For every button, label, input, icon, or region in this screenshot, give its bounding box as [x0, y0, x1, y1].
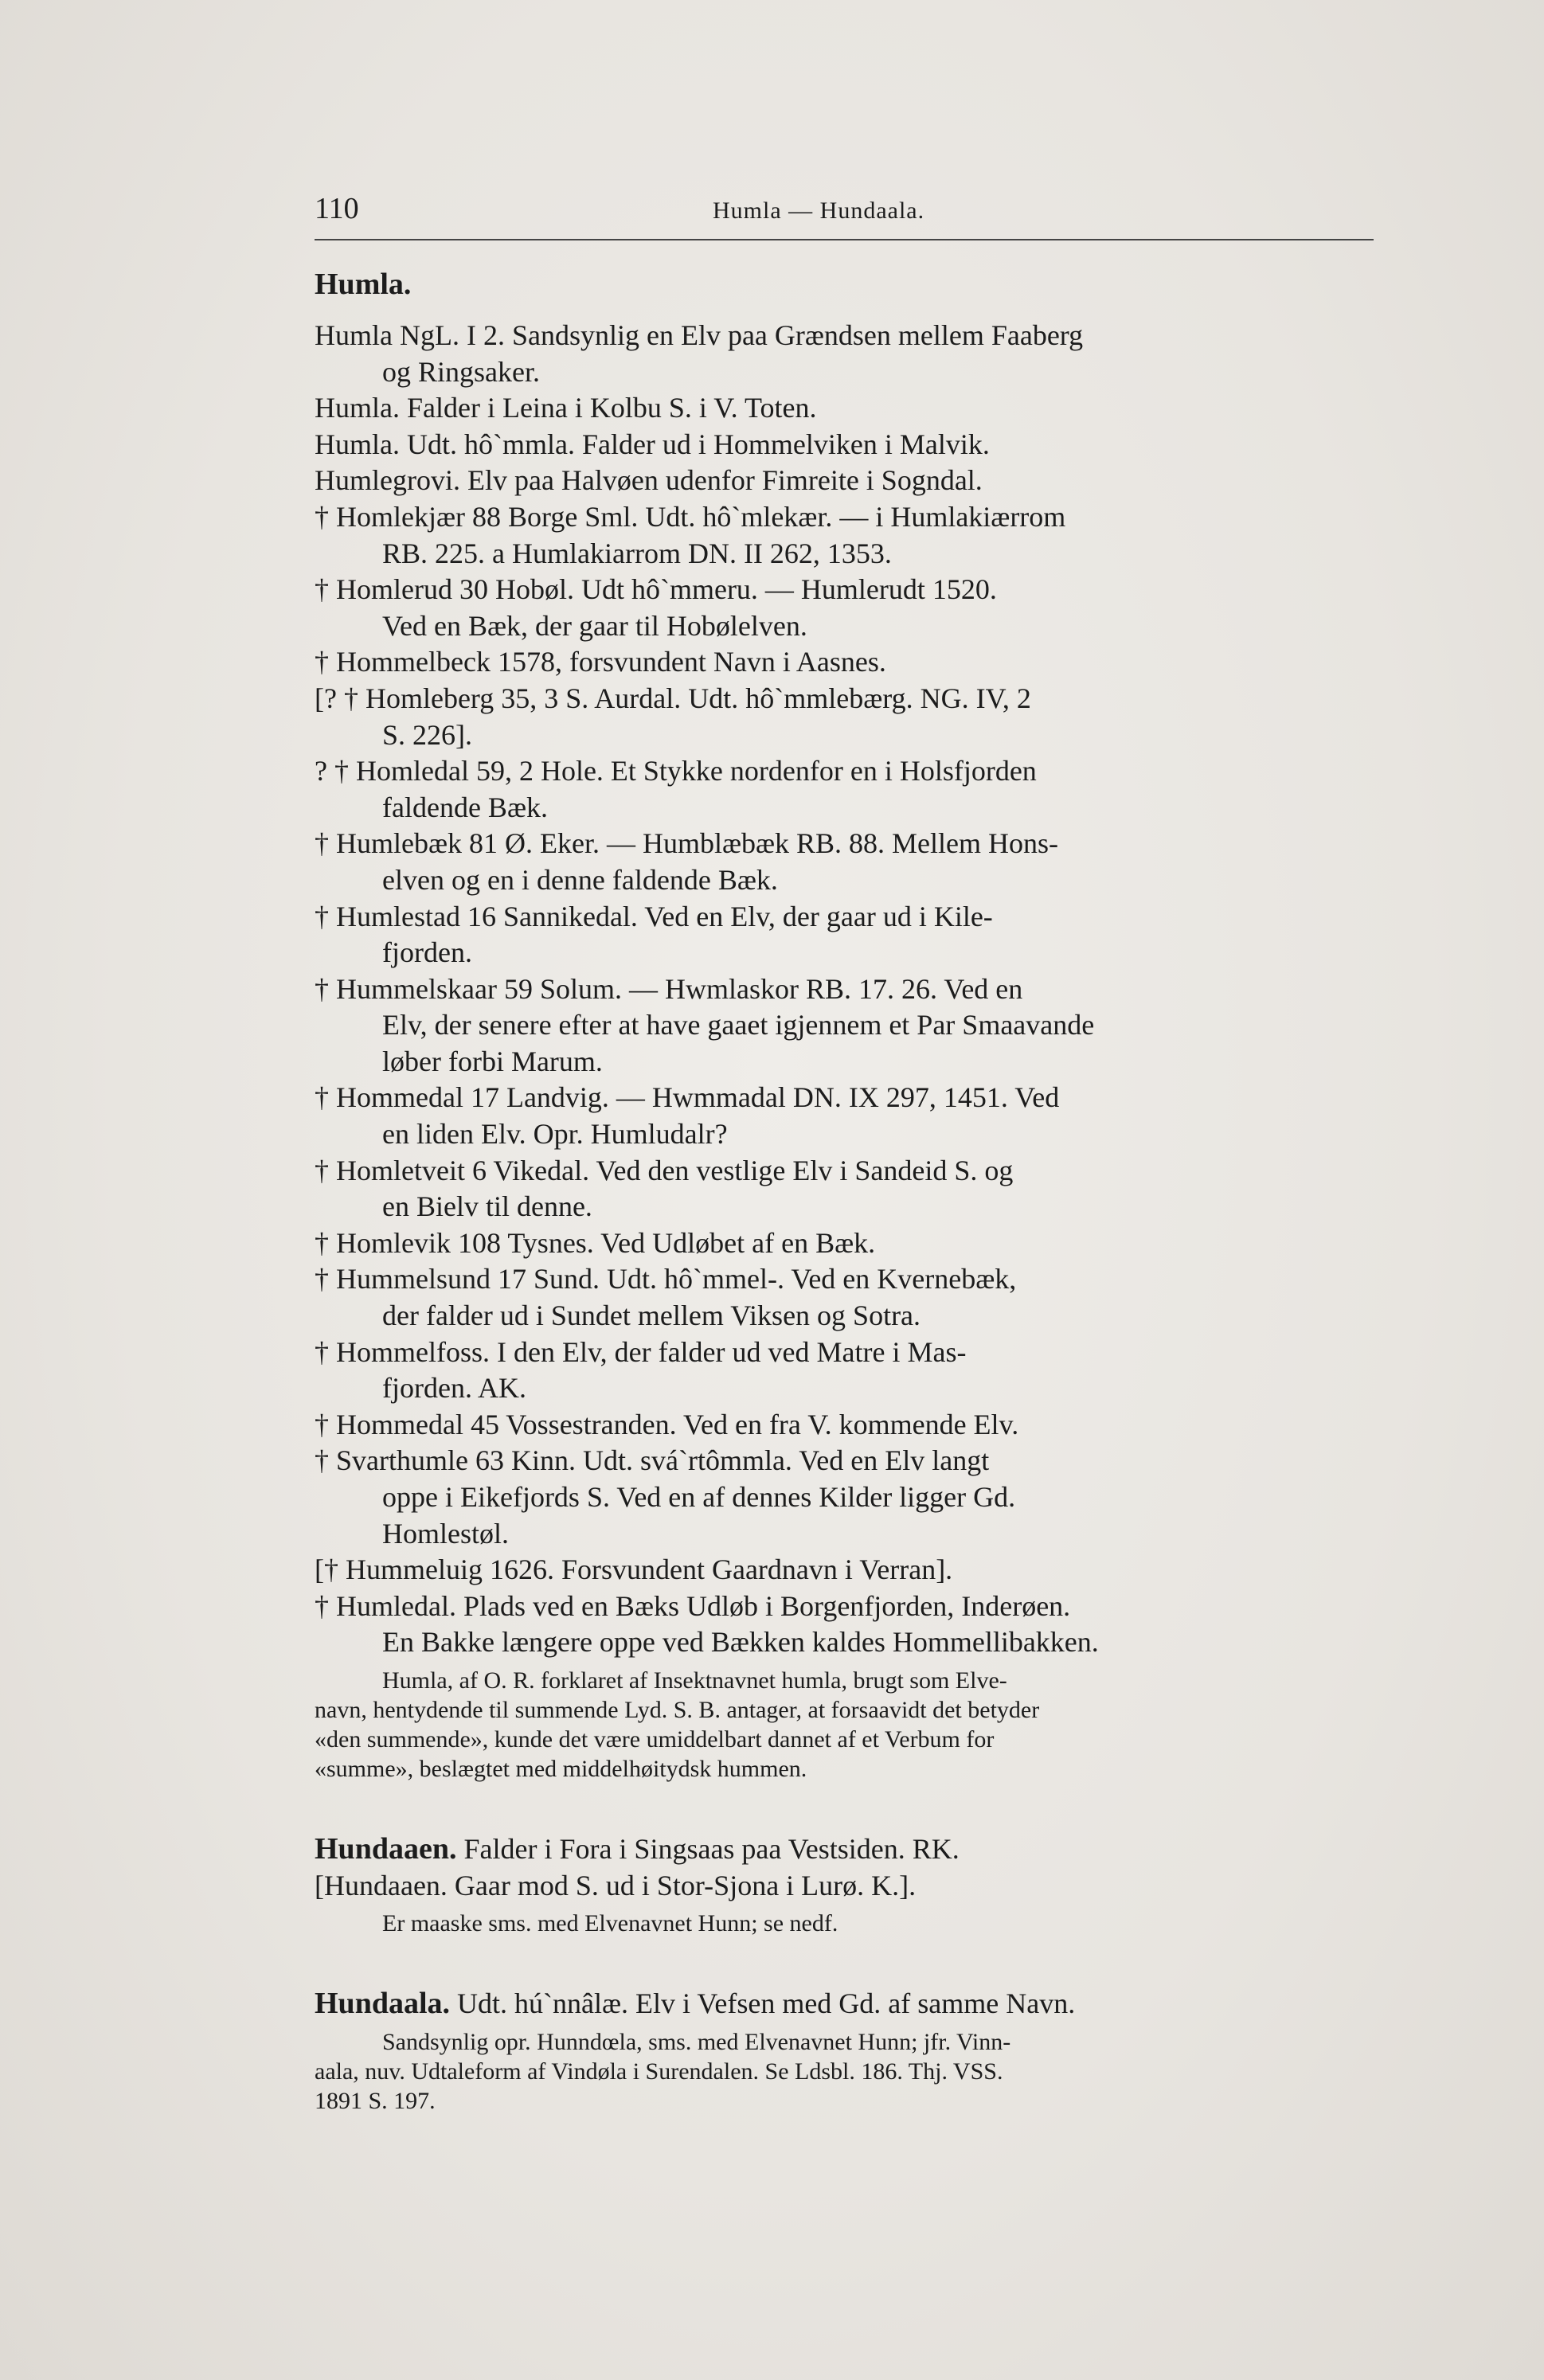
entry-line: Humla. Udt. hô`mmla. Falder ud i Hommelviken i Malvik.: [315, 428, 990, 460]
hundaala-note: [315, 2027, 1374, 2116]
entry-line: ? † Homledal 59, 2 Hole. Et Stykke nordenfor en i Holsfjorden: [315, 755, 1037, 787]
entry-title-hundaaen: Hundaaen.: [315, 1831, 457, 1866]
humla-lines: [315, 318, 1374, 1661]
entry-line: en Bielv til denne.: [382, 1190, 592, 1223]
entry-line: [† Hummeluig 1626. Forsvundent Gaardnavn i Verran].: [315, 1553, 953, 1586]
hundaaen-line2: [Hundaaen. Gaar mod S. ud i Stor-Sjona i Lurø. K.].: [315, 1869, 917, 1901]
entry-line: S. 226].: [382, 718, 473, 751]
entry-line: Humla. Falder i Leina i Kolbu S. i V. Toten.: [315, 392, 817, 424]
hundaaen-heading: [315, 1831, 1374, 1868]
running-head: Humla — Hundaala.: [713, 197, 925, 224]
entry-line: † Hummelsund 17 Sund. Udt. hô`mmel-. Ved en Kvernebæk,: [315, 1263, 1017, 1296]
entry-line: En Bakke længere oppe ved Bækken kaldes Hommellibakken.: [382, 1626, 1099, 1659]
hundaaen-note: [315, 1909, 1374, 1938]
entry-line: Ved en Bæk, der gaar til Hobølelven.: [382, 609, 807, 642]
entry-line: † Hommelbeck 1578, forsvundent Navn i Aasnes.: [315, 646, 886, 678]
humla-note: [315, 1666, 1374, 1784]
entry-line: † Homlerud 30 Hobøl. Udt hô`mmeru. — Humlerudt 1520.: [315, 573, 997, 606]
entry-line: oppe i Eikefjords S. Ved en af dennes Kilder ligger Gd.: [382, 1481, 1016, 1513]
entry-line: † Homlekjær 88 Borge Sml. Udt. hô`mlekær. — i Humlakiærrom: [315, 500, 1066, 533]
entry-line: † Hummelskaar 59 Solum. — Hwmlaskor RB. 17. 26. Ved en: [315, 972, 1023, 1005]
hundaala-description: Udt. hú`nnâlæ. Elv i Vefsen med Gd. af samme Navn.: [457, 1987, 1076, 2020]
entry-hundaaen: [315, 1831, 1374, 1938]
hundaaen-note-text: Er maaske sms. med Elvenavnet Hunn; se nedf.: [382, 1910, 838, 1937]
page-header: [315, 191, 1374, 240]
entry-line: † Homletveit 6 Vikedal. Ved den vestlige Elv i Sandeid S. og: [315, 1154, 1014, 1186]
entry-line: Humla NgL. I 2. Sandsynlig en Elv paa Grændsen mellem Faaberg: [315, 319, 1084, 351]
page-number: 110: [315, 192, 359, 225]
note-line: navn, hentydende til summende Lyd. S. B. antager, at forsaavidt det betyder: [315, 1696, 1040, 1723]
entry-line: † Hommedal 17 Landvig. — Hwmmadal DN. IX 297, 1451. Ved: [315, 1081, 1060, 1114]
entry-title-hundaala: Hundaala.: [315, 1987, 451, 2021]
entry-line: Humlegrovi. Elv paa Halvøen udenfor Fimreite i Sogndal.: [315, 464, 983, 497]
note-line: aala, nuv. Udtaleform af Vindøla i Surendalen. Se Ldsbl. 186. Thj. VSS.: [315, 2058, 1003, 2085]
entry-title-humla: Humla.: [315, 268, 412, 301]
entry-line: og Ringsaker.: [382, 355, 540, 388]
entry-line: fjorden.: [382, 936, 472, 969]
entry-line: Elv, der senere efter at have gaaet igjennem et Par Smaavande: [382, 1009, 1095, 1041]
note-line: 1891 S. 197.: [315, 2087, 436, 2114]
entry-line: løber forbi Marum.: [382, 1045, 603, 1077]
note-line: Sandsynlig opr. Hunndœla, sms. med Elvenavnet Hunn; jfr. Vinn-: [382, 2028, 1011, 2055]
entry-line: elven og en i denne faldende Bæk.: [382, 863, 778, 896]
entry-line: † Hommelfoss. I den Elv, der falder ud ved Matre i Mas-: [315, 1335, 967, 1368]
entry-line: der falder ud i Sundet mellem Viksen og Sotra.: [382, 1299, 921, 1332]
entry-line: fjorden. AK.: [382, 1372, 526, 1405]
entry-line: † Humlestad 16 Sannikedal. Ved en Elv, der gaar ud i Kile-: [315, 900, 993, 932]
entry-line: † Homlevik 108 Tysnes. Ved Udløbet af en Bæk.: [315, 1226, 876, 1259]
entry-line: † Humlebæk 81 Ø. Eker. — Humblæbæk RB. 88. Mellem Hons-: [315, 827, 1058, 860]
page-content: [315, 267, 1374, 2116]
note-line: «summe», beslægtet med middelhøitydsk hummen.: [315, 1755, 807, 1782]
entry-line: en liden Elv. Opr. Humludalr?: [382, 1118, 728, 1151]
entry-line: † Humledal. Plads ved en Bæks Udløb i Borgenfjorden, Inderøen.: [315, 1589, 1071, 1622]
entry-line: faldende Bæk.: [382, 791, 548, 823]
note-line: Humla, af O. R. forklaret af Insektnavnet humla, brugt som Elve-: [382, 1667, 1007, 1694]
entry-hundaala: [315, 1986, 1374, 2116]
entry-line: † Svarthumle 63 Kinn. Udt. svá`rtômmla. Ved en Elv langt: [315, 1444, 990, 1477]
entry-line: † Hommedal 45 Vossestranden. Ved en fra V. kommende Elv.: [315, 1408, 1019, 1440]
note-line: «den summende», kunde det være umiddelbart dannet af et Verbum for: [315, 1725, 995, 1753]
hundaala-heading: [315, 1986, 1374, 2022]
entry-line: [? † Homleberg 35, 3 S. Aurdal. Udt. hô`mmlebærg. NG. IV, 2: [315, 682, 1031, 714]
entry-line: Homlestøl.: [382, 1517, 509, 1550]
hundaaen-description: Falder i Fora i Singsaas paa Vestsiden. RK.: [463, 1832, 960, 1865]
entry-humla: [315, 267, 1374, 1784]
entry-line: RB. 225. a Humlakiarrom DN. II 262, 1353.: [382, 537, 892, 569]
